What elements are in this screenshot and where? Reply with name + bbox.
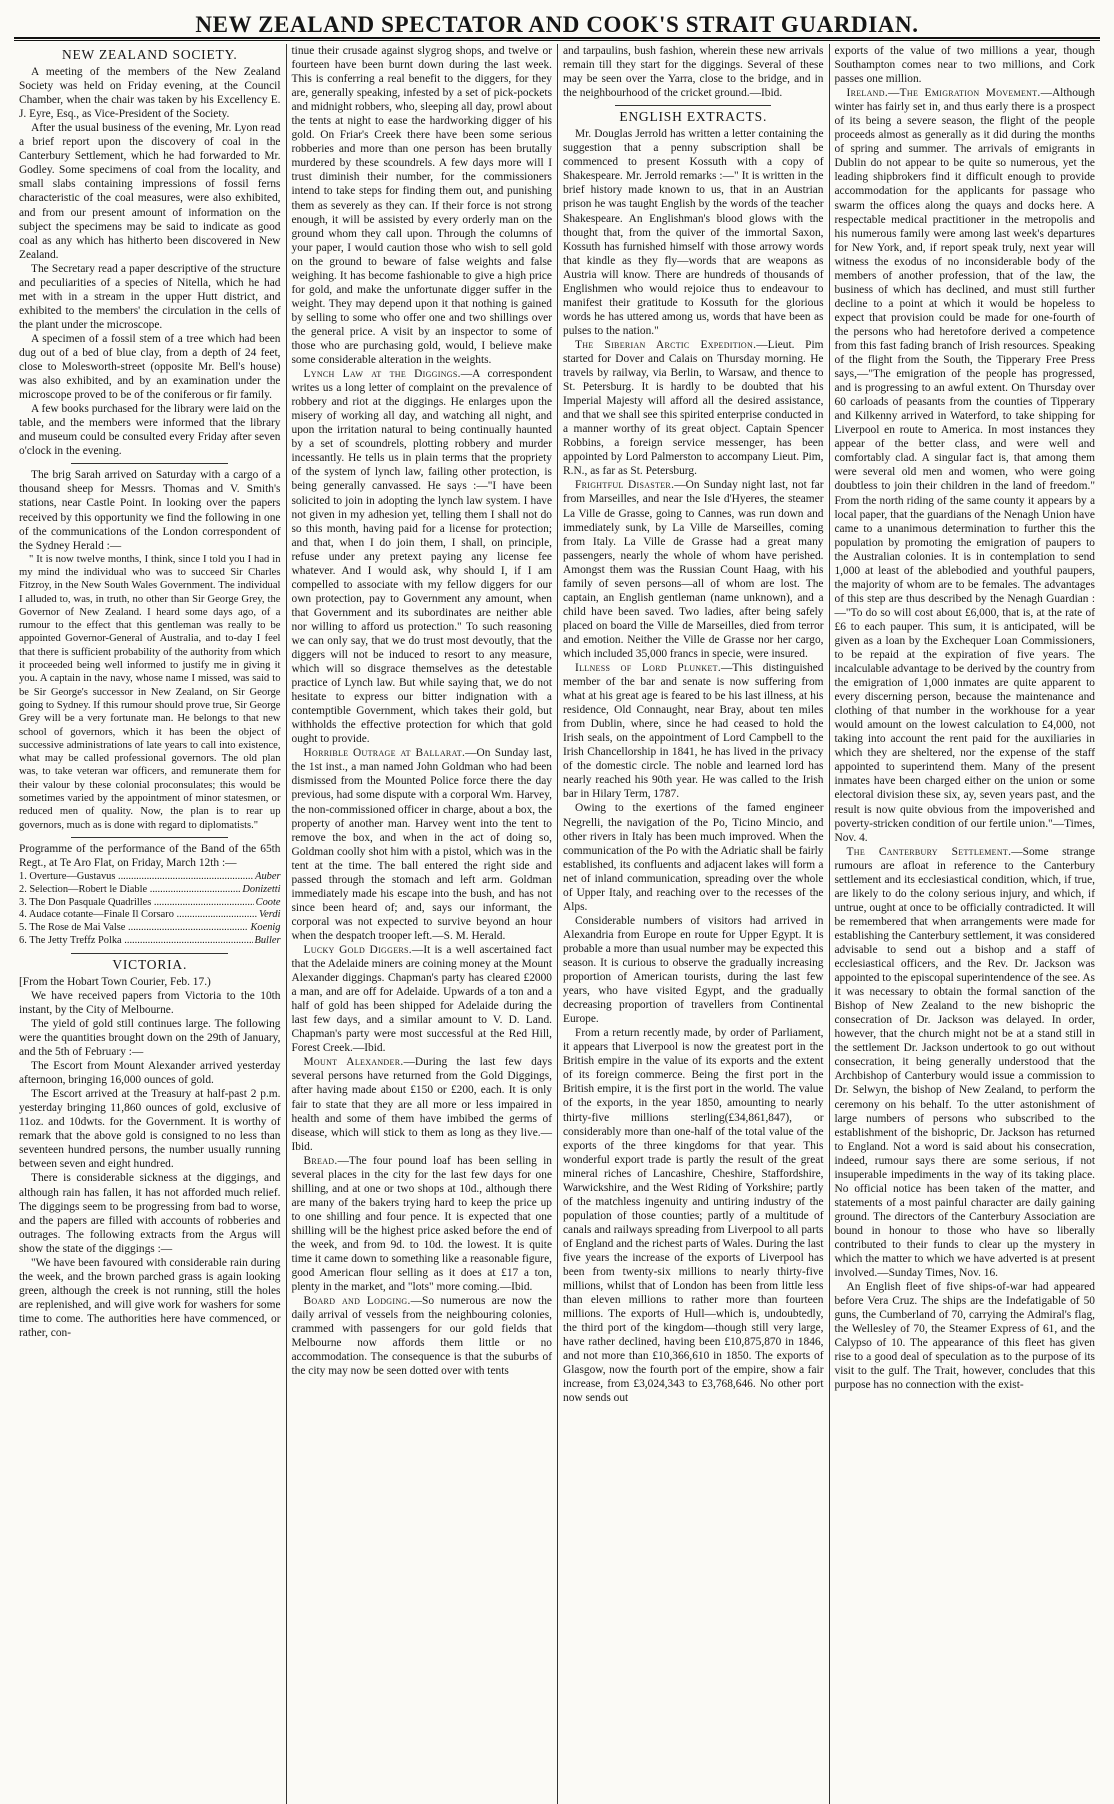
article-paragraph: The brig Sarah arrived on Saturday with a cargo of a thousand sheep for Messrs. Thomas and V. Smith's stations, near Castle Point. In looking over the papers received by this opportunity we find the following in one of the communications of the London correspondent of the Sydney Herald :—	[19, 469, 281, 552]
article-paragraph: The Secretary read a paper descriptive of the structure and peculiarities of a species of Nitella, which he had met with in a stream in the upper Hutt district, and exhibited to the members' the circulation in the cells of the plant under the microscope.	[19, 262, 281, 331]
item-heading: Lynch Law at the Diggings.	[303, 368, 461, 381]
divider	[71, 953, 228, 954]
column-4	[829, 44, 1101, 1804]
article-paragraph: Considerable numbers of visitors had arrived in Alexandria from Europe en route for Upper Egypt. It is probable a more than usual number may be expected this season. It is curious to observe the gradually increasing proportion of American tourists, during the last few years, who have visited Egypt, and the gradually decreasing proportion of travellers from Continental Europe.	[563, 914, 824, 1026]
article-paragraph: Frightful Disaster.—On Sunday night last, not far from Marseilles, and near the Isle d'Hyeres, the steamer La Ville de Grasse, going to Cannes, was run down and immediately sunk, by La Ville de Marseilles, coming from Italy. La Ville de Grasse had a great many passengers, nearly the whole of whom have perished. Amongst them was the Russian Count Haag, with his family of seven persons—all of whom are lost. The captain, an English gentleman (name unknown), and a child have been saved. Two ladies, after being safely placed on board the Ville de Marseilles, died from terror and emotion. Neither the Ville de Grasse nor her cargo, which included 35,000 francs in specie, were insured.	[563, 479, 824, 660]
article-paragraph: From a return recently made, by order of Parliament, it appears that Liverpool is now the greatest port in the British empire in the value of its exports and the extent of its foreign commerce. Being the first port in the British empire, it is the first port in the world. The value of the exports, in the year 1850, amounting to nearly thirty-five millions sterling(£34,861,847), or considerably more than one-half of the total value of the exports of the three kingdoms for that year. This wonderful export trade is partly the result of the great mineral riches of Lancashire, Cheshire, Staffordshire, Warwickshire, and the West Riding of Yorkshire; partly of the matchless ingenuity and untiring industry of the population of those counties; partly of a multitude of canals and railways spreading from Liverpool to all parts of England and the richest parts of Wales. During the last five years the increase of the exports of Liverpool has been from twenty-six millions to nearly thirty-five millions, whilst that of London has been from little less than eleven millions to rather more than fourteen millions. The exports of Hull—which is, undoubtedly, the third port of the kingdom—though still very large, have rather declined, having been £10,875,870 in 1846, and not more than £10,366,610 in 1850. The exports of Glasgow, now the fourth port of the empire, show a fair increase, from £3,024,343 to £3,768,646. No other port now sends out	[563, 1027, 824, 1405]
article-paragraph: A specimen of a fossil stem of a tree which had been dug out of a bed of blue clay, from a depth of 24 feet, close to Molesworth-street (opposite Mr. Bell's house) was also exhibited, and by an examination under the microscope proved to be of the coniferous or fir family.	[19, 332, 281, 402]
item-heading: Mount Alexander.	[303, 1056, 404, 1069]
programme-item: 3. The Don Pasquale Quadrilles ..... Coote	[19, 897, 281, 910]
programme-item: 4. Audace cotante—Finale Il Corsaro ..... Verdi	[19, 909, 281, 922]
article-paragraph: Mr. Douglas Jerrold has written a letter containing the suggestion that a penny subscription shall be commenced to present Kossuth with a copy of Shakespeare. Mr. Jerrold remarks :—" It is written in the brief history made known to us, that in an Austrian prison he was taught English by the words of the teacher Shakespeare. An Englishman's blood glows with the thought that, from the quiver of the immortal Saxon, Kossuth has furnished himself with those arrowy words that kindle as they fly—words that are weapons as Austria will know. There are hundreds of thousands of Englishmen who would rejoice thus to endeavour to manifest their gratitude to Kossuth for the glorious words he has uttered among us, words that have been as pulses to the nation."	[563, 128, 824, 337]
article-paragraph: and tarpaulins, bush fashion, wherein these new arrivals remain till they start for the diggings. Several of these may be seen over the Yarra, close to the bridge, and in the neighbourhood of the cricket ground.—Ibid.	[563, 45, 824, 100]
item-heading: Lucky Gold Diggers.	[303, 944, 412, 956]
article-paragraph: Illness of Lord Plunket.—This distinguished member of the bar and senate is now suffering from what at his great age is feared to be his last illness, at his residence, Old Connaught, near Bray, about ten miles from Dublin, where, since he had ceased to hold the Irish seals, on the appointment of Lord Campbell to the Irish Chancellorship in 1841, he has lived in the privacy of the domestic circle. The noble and learned lord has nearly reached his 90th year. He was called to the Irish bar in Hilary Term, 1787.	[563, 662, 824, 801]
programme-item: 6. The Jetty Treffz Polka ..... Buller	[19, 935, 281, 948]
article-paragraph: tinue their crusade against slygrog shops, and twelve or fourteen have been burnt down during the last week. This is conferring a real benefit to the diggers, for they are, generally speaking, infested by a set of pick-pockets and midnight robbers, who, sleeping all day, prowl about the tents at night to ease the hardworking digger of his gold. On Friar's Creek there have been some serious robberies and more than one person has been brutally murdered by these scoundrels. A few days more will I trust diminish their number, for the commissioners intend to take steps for finding them out, and punishing them as severely as they can. If their force is not strong enough, it will be assisted by every orderly man on the ground whom they call upon. Through the columns of your paper, I would caution those who wish to sell gold on the ground to beware of false weights and false weighing. It has become fashionable to give a high price for gold, and make the unfortunate digger suffer in the weight. They may depend upon it that nothing is gained by selling to some who offer one and two shillings over the general price. A visit by an inspector to some of those who are purchasing gold, would, I believe make some considerable alteration in the weights.	[291, 45, 552, 367]
article-paragraph: Mount Alexander.—During the last few days several persons have returned from the Gold Diggings, after having made about £150 or £200, each. It is only fair to state that they are all more or less impaired in health and some of them have imbibed the germs of disease, which will stick to them as long as they live.—Ibid.	[291, 1056, 553, 1153]
article-paragraph: After the usual business of the evening, Mr. Lyon read a brief report upon the discovery of coal in the Canterbury Settlement, which he had forwarded to Mr. Godley. Some specimens of coal from the locality, and small slabs containing impressions of fossil ferns characteristic of the coal measures, were also exhibited, and from our present amount of information on the subject the specimens may be said to indicate as good coal as any which has hitherto been discovered in New Zealand.	[19, 122, 281, 261]
section-heading-english-extracts: ENGLISH EXTRACTS.	[619, 109, 768, 125]
programme-item: 2. Selection—Robert le Diable ..... Donizetti	[19, 884, 281, 897]
article-paragraph: The Escort arrived at the Treasury at half-past 2 p.m. yesterday bringing 11,860 ounces of gold, exclusive of 11oz. and 10dwts. for the Government. It is worthy of remark that the above gold is consigned to no less than seventeen hundred persons, the number usually running between seven and eight hundred.	[19, 1088, 281, 1171]
article-paragraph: There is considerable sickness at the diggings, and although rain has fallen, it has not afforded much relief. The diggings seem to be progressing from bad to worse, and the papers are filled with accounts of robberies and outrages. The following extracts from the Argus will show the state of the diggings :—	[19, 1172, 281, 1255]
columns	[14, 44, 1100, 1804]
programme-item: 1. Overture—Gustavus ..... Auber	[19, 871, 281, 884]
article-paragraph: Board and Lodging.—So numerous are now the daily arrival of vessels from the neighbouring colonies, crammed with passengers for our gold fields that Melbourne now affords them little or no accommodation. The consequence is that the suburbs of the city may now be seen dotted over with tents	[291, 1295, 552, 1378]
item-heading: Ireland.—The Emigration Movement.	[846, 87, 1041, 100]
source-line: [From the Hobart Town Courier, Feb. 17.)	[19, 975, 211, 988]
article-paragraph: Lucky Gold Diggers.—It is a well ascertained fact that the Adelaide miners are coining money at the Mount Alexander diggings. Chapman's party has cleared £2000 a man, and are off for Adelaide. Upwards of a ton and a half of gold has been shipped for Adelaide during the last few days, and a similar amount to V. D. Land. Chapman's party were most successful at the Red Hill, Forest Creek.—Ibid.	[291, 944, 552, 1055]
article-paragraph: "We have been favoured with considerable rain during the week, and the brown parched grass is again looking green, although the creek is not running, still the holes are replenished, and will give work for washers for some time to come. The authorities here have commenced, or rather, con-	[19, 1256, 281, 1339]
article-paragraph: Ireland.—The Emigration Movement.—Although winter has fairly set in, and thus early there is a prospect of its being a severe season, the flight of the people proceeds almost as generally as it did during the months of spring and summer. The arrivals of emigrants in Dublin do not appear to be quite so numerous, yet the leading shipbrokers find it difficult enough to provide accommodation for the applicants for passage who swarm the offices along the quays and docks here. A respectable medical practitioner in the metropolis and his numerous family were among last week's departures for New York, and, if report speak truly, next year will witness the exodus of no inconsiderable body of the members of another profession, that of the law, the business of which has declined, and must still further decline to a point at which it would be hopeless to expect that provision could be made for one-fourth of the persons who had heretofore derived a competence from this fast fading branch of Irish resources. Speaking of the flight from the South, the Tipperary Free Press says,—"The emigration of the people has progressed, and is progressing to an awful extent. On Thursday over 60 carloads of peasants from the counties of Tipperary and Kilkenny arrived in Waterford, to take shipping for Liverpool en route to America. In most instances they appear of the better class, and were well and comfortably clad. A singular fact is, that among them were several old men and women, who were going doubtless to join their children in the land of freedom." From the north riding of the same county it appears by a local paper, that the guardians of the Nenagh Union have came to a unanimous determination to further this the population by promoting the emigration of paupers to the Australian colonies. It is in contemplation to send 1,000 at least of the ablebodied and youthful paupers, the majority of whom are to be females. The advantages of this step are thus described by the Nenagh Guardian :—"To do so will cost about £6,000, that is, at the rate of £6 to each pauper. This sum, it is anticipated, will be given as a loan by the Exchequer Loan Commissioners, to be repaid at the expiration of five years. The incalculable advantage to be derived by the country from the emigration of 1,000 inmates are quite apparent to every discerning person, because the maintenance and clothing of that number in the workhouse for a year would amount on the lowest calculation to £4,000, not taking into account the rent paid for the auxiliaries in which they are sheltered, nor the expense of the staff appointed to superintend them. Many of the present inmates have been charged either on the union or some electoral division these six, ay, seven years past, and the result is now quite obvious from the impoverished and poverty-stricken condition of our fertile union."—Times, Nov. 4.	[834, 87, 1095, 844]
article-paragraph: An English fleet of five ships-of-war had appeared before Vera Cruz. The ships are the Indefatigable of 50 guns, the Cumberland of 70, carrying the Admiral's flag, the Wellesley of 70, the Steamer Express of 61, and the Calypso of 10. The appearance of this fleet has given rise to a good deal of speculation as to the purpose of its visit to the gulf. The Trait, however, concludes that this purpose has no connection with the exist-	[834, 1281, 1095, 1392]
masthead-rule	[14, 37, 1100, 39]
article-paragraph: A few books purchased for the library were laid on the table, and the members were informed that the library and museum could be consulted every Friday after seven o'clock in the evening.	[19, 403, 281, 458]
item-heading: The Canterbury Settlement.	[846, 845, 1012, 858]
article-paragraph: Horrible Outrage at Ballarat.—On Sunday last, the 1st inst., a man named John Goldman who had been dismissed from the Mounted Police force there the day previous, had some dispute with a corporal Wm. Harvey, the non-commissioned officer in charge, about a box, the property of another man. Harvey went into the tent to remove the box, and when in the act of doing so, Goldman coolly shot him with a pistol, which was in the tent at the time. The ball entered the right side and passed through the stomach and left arm. Goldman immediately made his escape into the bush, and has not since been heard of; and, says our informant, the corporal was not expected to survive beyond an hour when the despatch trooper left.—S. M. Herald.	[291, 747, 552, 942]
article-paragraph: The Siberian Arctic Expedition.—Lieut. Pim started for Dover and Calais on Thursday morning. He travels by railway, via Berlin, to Warsaw, and thence to St. Petersburg. It is hardly to be doubted that his Imperial Majesty will afford all the desired assistance, and that we shall see this spirited enterprise conducted in a manner worthy of its great object. Captain Spencer Robbins, a foreign service messenger, has been appointed by Lord Palmerston to accompany Lieut. Pim, R.N., as far as St. Petersburg.	[563, 338, 824, 478]
programme-intro: Programme of the performance of the Band of the 65th Regt., at Te Aro Flat, on Friday, March 12th :—	[19, 842, 281, 869]
article-paragraph: A meeting of the members of the New Zealand Society was held on Friday evening, at the Council Chamber, when the chair was taken by his Excellency E. J. Eyre, Esq., as Vice-President of the Society.	[19, 66, 281, 121]
divider	[615, 105, 771, 106]
article-paragraph: The Escort from Mount Alexander arrived yesterday afternoon, bringing 16,000 ounces of gold.	[19, 1060, 281, 1087]
divider	[71, 463, 228, 464]
article-paragraph: Owing to the exertions of the famed engineer Negrelli, the navigation of the Po, Ticino Mincio, and other rivers in Italy has been much improved. When the communication of the Po with the Adriatic shall be fairly established, its confluents and adjacent lakes will form a net of inland communication, spreading over the whole of Upper Italy, and reaching over to the recesses of the Alps.	[563, 802, 824, 913]
section-heading-victoria: VICTORIA.	[112, 956, 188, 972]
item-heading: Illness of Lord Plunket.	[575, 662, 721, 675]
column-1	[14, 44, 286, 1804]
band-programme	[19, 871, 281, 948]
article-paragraph: Bread.—The four pound loaf has been selling in several places in the city for the last few days for one shilling, and at one or two shops at 10d., although there are many of the bakers trying hard to keep the price up to one shilling and four pence. It is expected that one shilling will be the highest price asked before the end of the week, and from 9d. to 10d. the lowest. It is quite time it came down to something like a reasonable figure, good American flour selling as it does at £17 a ton, plenty in the market, and "lots" more coming.—Ibid.	[291, 1154, 552, 1294]
item-heading: Board and Lodging.	[303, 1295, 411, 1308]
item-heading: The Siberian Arctic Expedition.	[575, 338, 757, 351]
section-heading-nz-society: NEW ZEALAND SOCIETY.	[61, 47, 238, 62]
item-heading: Frightful Disaster.	[575, 479, 675, 492]
article-paragraph: We have received papers from Victoria to the 10th instant, by the City of Melbourne.	[19, 989, 281, 1016]
divider	[71, 837, 228, 838]
article-paragraph: The yield of gold still continues large. The following were the quantities brought down on the 29th of January, and the 5th of February :—	[19, 1017, 281, 1059]
article-paragraph: Lynch Law at the Diggings.—A correspondent writes us a long letter of complaint on the prevalence of robbery and riot at the diggings. He enlarges upon the misery of working all day, and watching all night, and upon the irritation natural to being continually haunted by a set of scoundrels, plotting robbery and murder incessantly. He tells us in plain terms that the propriety of the system of lynch law, failing other protection, is being generally canvassed. He says :—"I have been solicited to join in adopting the lynch law system. I have not given in my adhesion yet, telling them I shall not do so this month, having paid for a license for protection; and that, when I do join them, I shall, on principle, refuse under any pretext paying any license fee whatever. And I would ask, why should I, if I am compelled to associate with my fellow diggers for our own protection, pay to Government any amount, when that Government and its subordinates are neither able nor willing to afford us protection." To such reasoning we can only say, that we do trust most devoutly, that the diggers will not be induced to resort to any measure, which will so disgrace themselves as the detestable practice of Lynch law. But while saying that, we do not hesitate to express our bitter indignation with a contemptible Government, which takes their gold, but withholds the effective protection for which that gold ought to provide.	[291, 368, 553, 746]
column-3	[557, 44, 829, 1804]
item-heading: Horrible Outrage at Ballarat.	[303, 747, 466, 760]
item-heading: Bread.	[303, 1154, 338, 1167]
masthead-rule-thin	[14, 40, 1100, 41]
masthead: NEW ZEALAND SPECTATOR AND COOK'S STRAIT GUARDIAN.	[195, 12, 919, 37]
quoted-letter: " It is now twelve months, I think, since I told you I had in my mind the individual who was to succeed Sir Charles Fitzroy, in the New South Wales Government. The individual I alluded to, was, in truth, no other than Sir George Grey, the Governor of New Zealand. I heard some days ago, of a rumour to the effect that this gentleman was really to be appointed Governor-General of Australia, and to-day I feel that there is sufficient probability of the authority from which it proceeded being well informed to justify me in giving it you. A captain in the navy, whose name I missed, was said to be Sir George's successor in New Zealand, on Sir George going to Sydney. If this rumour should prove true, Sir George Grey will be a very fortunate man. He belongs to that new school of governors, which it has been the object of successive administrations of late years to call into existence, what may be called professional governors. The old plan was, to take veteran war officers, and remunerate them for their valour by these colonial proconsulates; this would be sometimes varied by the appointment of minor statesmen, or reduced men of quality. Now, the plan is to rear up governors, much as is done with regard to diplomatists."	[19, 553, 281, 831]
article-paragraph: The Canterbury Settlement.—Some strange rumours are afloat in reference to the Canterbury settlement and its ecclesiastical condition, which, if true, are likely to do the colony serious injury, and which, if untrue, ought at once to be officially contradicted. It will be remembered that when arrangements were made for establishing the Canterbury settlement, it was considered advisable to send out a bishop and a staff of ecclesiastical officers, and the Rev. Dr. Jackson was appointed to the episcopal superintendence of the see. As it was necessary to obtain the formal sanction of the Bishop of New Zealand to the new bishopric the consecration of Dr. Jackson was delayed. In order, however, that the church might not be at a stand still in the settlement Dr. Jackson undertook to go out without consecration, it being generally understood that the Archbishop of Canterbury would issue a commission to Dr. Selwyn, the bishop of New Zealand, to perform the ceremony on his behalf. To the utter astonishment of large numbers of persons who subscribed to the establishment of the bishopric, Dr. Jackson has returned to England. Not a word is said about his consecration, indeed, rumour says there are some serious, if not insuperable impediments in the way of its taking place. No official notice has been taken of the matter, and statements of a most painful character are daily gaining ground. The directors of the Canterbury Association are bound in honour to those who have so liberally contributed to their funds to clear up the mystery in which the matter to which we have adverted is at present involved.—Sunday Times, Nov. 16.	[834, 845, 1095, 1280]
column-2	[286, 44, 558, 1804]
programme-item: 5. The Rose de Mai Valse ..... Koenig	[19, 922, 281, 935]
article-paragraph: exports of the value of two millions a year, though Southampton comes near to two millions, and Cork passes one million.	[834, 45, 1095, 86]
